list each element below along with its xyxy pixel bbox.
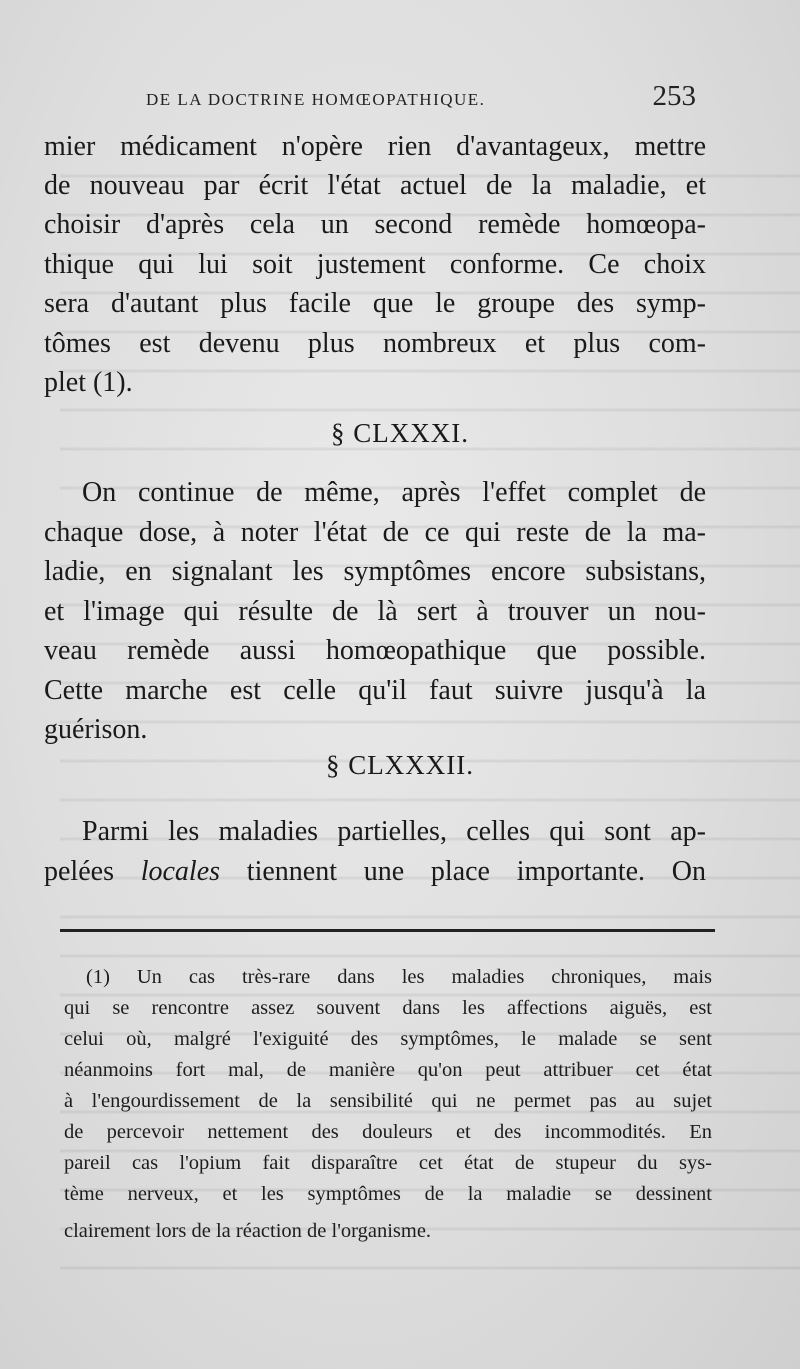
- footnote-line: qui se rencontre assez souvent dans les affections aiguës, est: [64, 997, 712, 1019]
- page-number: 253: [652, 80, 696, 112]
- body-line: plet (1).: [44, 367, 133, 398]
- body-line: Parmi les maladies partielles, celles qui sont ap-: [82, 816, 706, 847]
- body-line: [44, 853, 706, 891]
- body-line: mier médicament n'opère rien d'avantageux, mettre: [44, 131, 706, 162]
- footnote-line: néanmoins fort mal, de manière qu'on peut attribuer cet état: [64, 1059, 712, 1081]
- body-line: veau remède aussi homœopathique que possible.: [44, 635, 706, 666]
- body-line: de nouveau par écrit l'état actuel de la maladie, et: [44, 170, 706, 201]
- running-head: [140, 80, 700, 116]
- footnote-line: pareil cas l'opium fait disparaître cet état de stupeur du sys-: [64, 1152, 712, 1174]
- footnote-rule: [60, 929, 715, 932]
- footnote-line: de percevoir nettement des douleurs et des incommodités. En: [64, 1121, 712, 1143]
- footnote-line: tème nerveux, et les symptômes de la maladie se dessinent: [64, 1183, 712, 1205]
- section-heading: § CLXXXII.: [326, 750, 474, 780]
- body-line: choisir d'après cela un second remède homœopa-: [44, 209, 706, 240]
- footnote-line: celui où, malgré l'exiguité des symptômes, le malade se sent: [64, 1028, 712, 1050]
- running-title: DE LA DOCTRINE HOMŒOPATHIQUE.: [146, 90, 486, 109]
- body-line: guérison.: [44, 714, 148, 745]
- text-run: tiennent une place importante. On: [220, 856, 706, 887]
- section-heading: § CLXXXI.: [331, 418, 469, 448]
- footnote-line: (1) Un cas très-rare dans les maladies chroniques, mais: [86, 966, 712, 988]
- body-line: sera d'autant plus facile que le groupe des symp-: [44, 288, 706, 319]
- body-line: Cette marche est celle qu'il faut suivre jusqu'à la: [44, 675, 706, 706]
- body-line: chaque dose, à noter l'état de ce qui reste de la ma-: [44, 517, 706, 548]
- footnote-line: à l'engourdissement de la sensibilité qui ne permet pas au sujet: [64, 1090, 712, 1112]
- body-line: tômes est devenu plus nombreux et plus com-: [44, 328, 706, 359]
- body-line: et l'image qui résulte de là sert à trouver un nou-: [44, 596, 706, 627]
- text-run: pelées: [44, 856, 141, 887]
- italic-term: locales: [140, 856, 221, 887]
- body-line: thique qui lui soit justement conforme. Ce choix: [44, 249, 706, 280]
- body-line: ladie, en signalant les symptômes encore subsistans,: [44, 556, 706, 587]
- footnote-line: clairement lors de la réaction de l'organisme.: [64, 1220, 432, 1242]
- body-line: On continue de même, après l'effet complet de: [82, 477, 706, 508]
